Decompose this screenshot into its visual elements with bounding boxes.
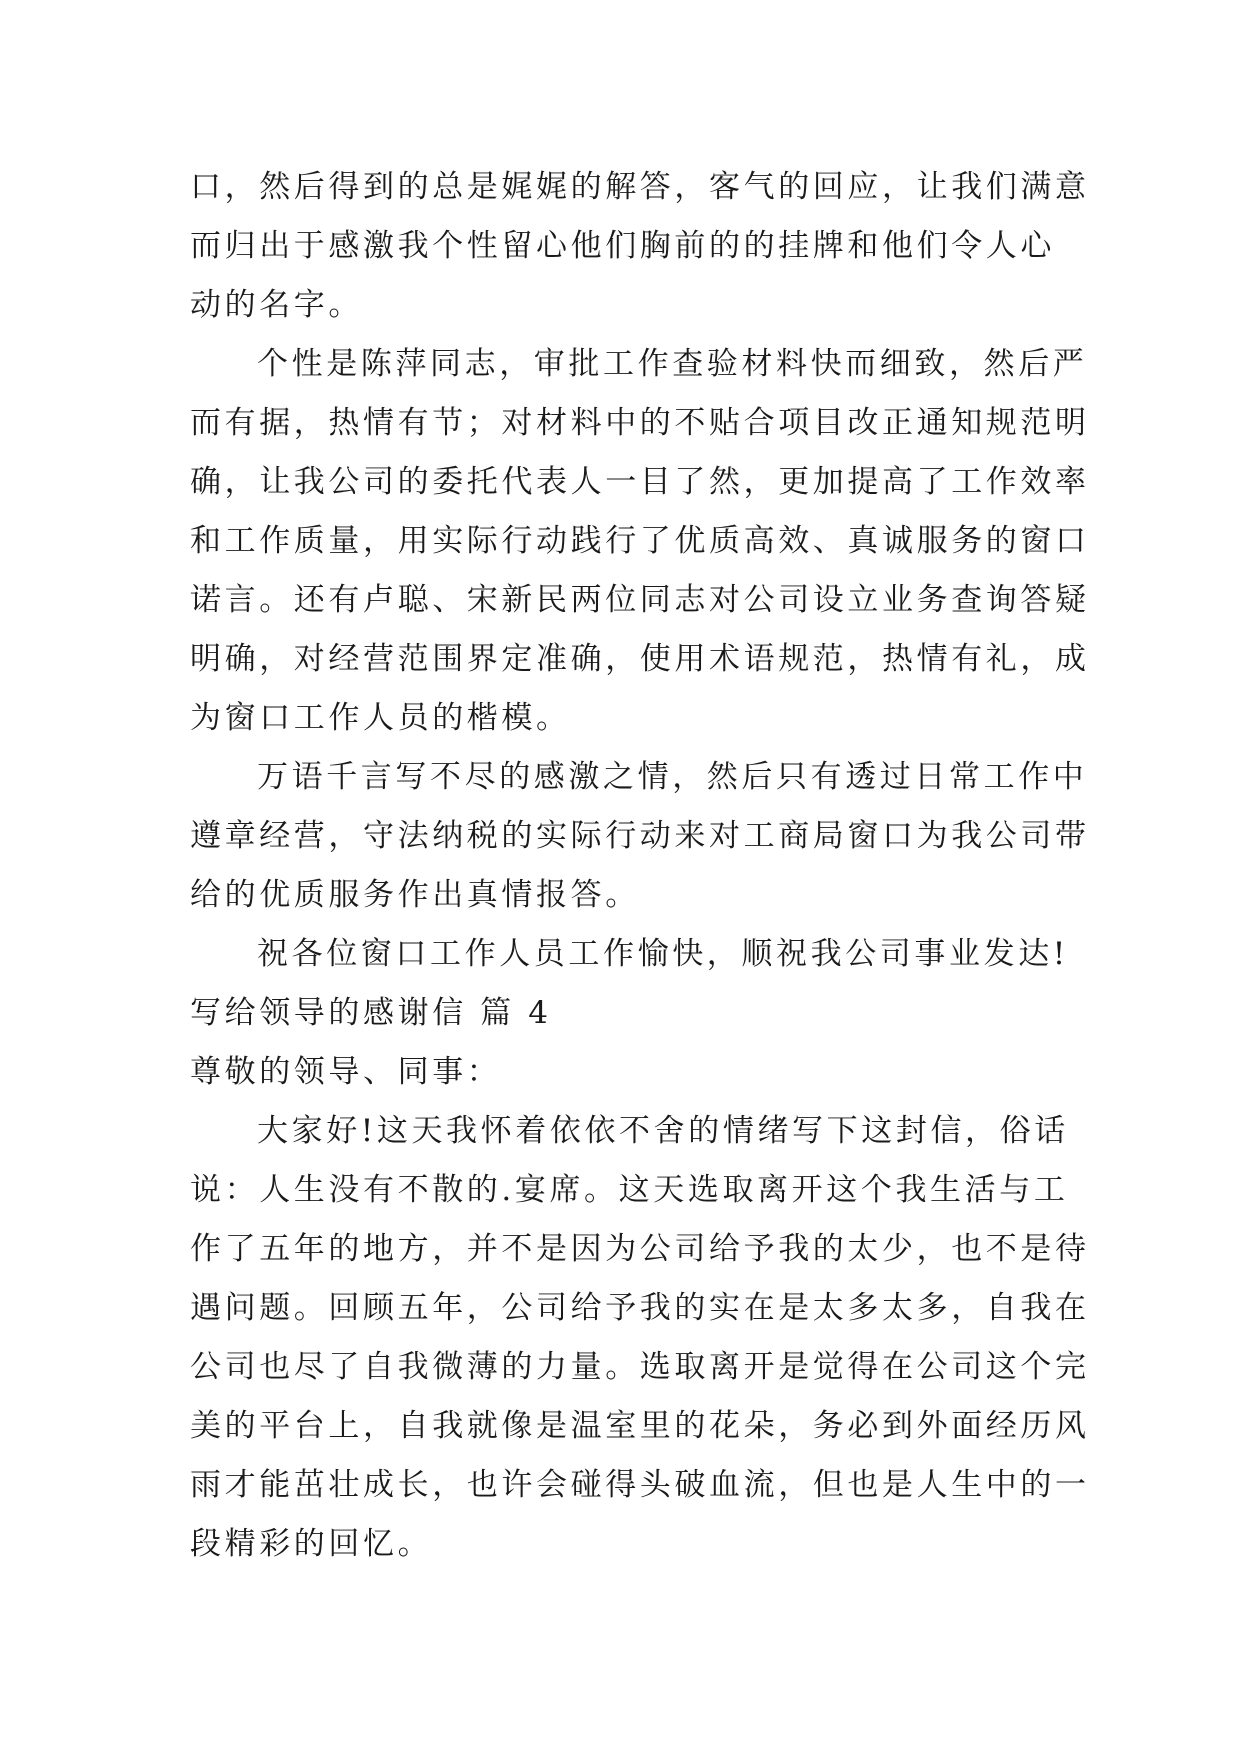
text-line: 遵章经营，守法纳税的实际行动来对工商局窗口为我公司带 xyxy=(190,818,1090,854)
text-line: 给的优质服务作出真情报答。 xyxy=(190,877,640,913)
closing-wish: 祝各位窗口工作人员工作愉快，顺祝我公司事业发达! xyxy=(257,936,1069,972)
text-line: 作了五年的地方，并不是因为公司给予我的太少，也不是待 xyxy=(190,1231,1090,1267)
text-line: 动的名字。 xyxy=(190,287,363,323)
salutation: 尊敬的领导、同事： xyxy=(190,1054,502,1090)
text-line: 口，然后得到的总是娓娓的解答，客气的回应，让我们满意 xyxy=(190,169,1090,205)
text-line: 美的平台上，自我就像是温室里的花朵，务必到外面经历风 xyxy=(190,1408,1090,1444)
text-line: 遇问题。回顾五年，公司给予我的实在是太多太多，自我在 xyxy=(190,1290,1090,1326)
document-body xyxy=(190,158,1090,1574)
text-line: 说：人生没有不散的.宴席。这天选取离开这个我生活与工 xyxy=(190,1172,1069,1208)
text-line: 公司也尽了自我微薄的力量。选取离开是觉得在公司这个完 xyxy=(190,1349,1090,1385)
text-line: 为窗口工作人员的楷模。 xyxy=(190,700,571,736)
text-line: 而归出于感激我个性留心他们胸前的的挂牌和他们令人心 xyxy=(190,228,1055,264)
paragraph-first-line: 万语千言写不尽的感激之情，然后只有透过日常工作中 xyxy=(257,759,1088,795)
text-line: 确，让我公司的委托代表人一目了然，更加提高了工作效率 xyxy=(190,464,1090,500)
text-line: 诺言。还有卢聪、宋新民两位同志对公司设立业务查询答疑 xyxy=(190,582,1090,618)
text-line: 而有据，热情有节；对材料中的不贴合项目改正通知规范明 xyxy=(190,405,1090,441)
paragraph-first-line: 大家好!这天我怀着依依不舍的情绪写下这封信，俗话 xyxy=(257,1113,1069,1149)
text-line: 明确，对经营范围界定准确，使用术语规范，热情有礼，成 xyxy=(190,641,1090,677)
paragraph-first-line: 个性是陈萍同志，审批工作查验材料快而细致，然后严 xyxy=(257,346,1088,382)
text-line: 和工作质量，用实际行动践行了优质高效、真诚服务的窗口 xyxy=(190,523,1090,559)
text-line: 雨才能茁壮成长，也许会碰得头破血流，但也是人生中的一 xyxy=(190,1467,1090,1503)
section-heading: 写给领导的感谢信 篇 4 xyxy=(190,995,552,1031)
text-line: 段精彩的回忆。 xyxy=(190,1526,433,1562)
